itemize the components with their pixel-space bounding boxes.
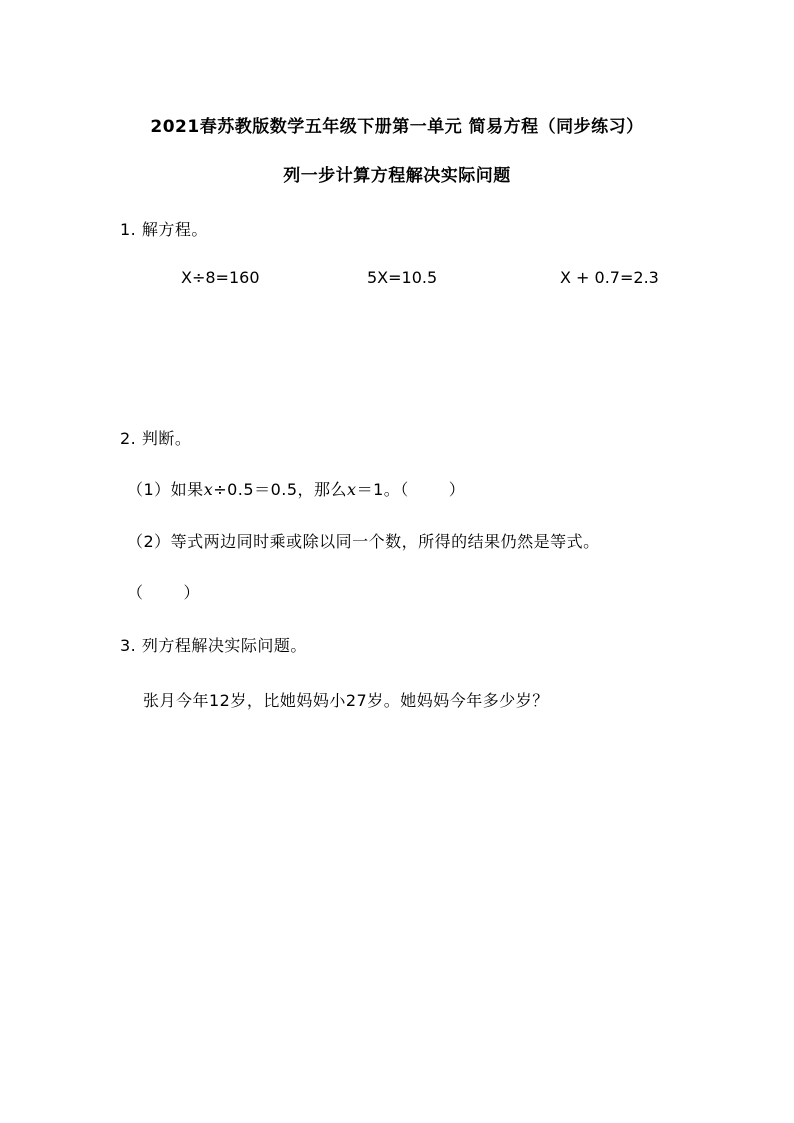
word-problem: 张月今年12岁，比她妈妈小27岁。她妈妈今年多少岁？ bbox=[143, 691, 549, 710]
judgment-item-1-middle: ÷0.5＝0.5，那么 bbox=[213, 480, 348, 499]
equation-1: X÷8=160 bbox=[181, 268, 260, 287]
judgment-item-1-close: ） bbox=[448, 480, 466, 499]
paren-close: ） bbox=[183, 583, 201, 602]
variable-x: x bbox=[347, 480, 357, 499]
judgment-item-2: （2）等式两边同时乘或除以同一个数，所得的结果仍然是等式。 bbox=[127, 532, 600, 551]
paren-open: （ bbox=[127, 583, 144, 602]
variable-x: x bbox=[203, 480, 214, 499]
judgment-item-1 bbox=[127, 477, 465, 500]
question-1-heading: 1. 解方程。 bbox=[120, 220, 208, 239]
question-2-heading: 2. 判断。 bbox=[120, 429, 192, 448]
equation-2: 5X=10.5 bbox=[367, 268, 438, 287]
question-3-heading: 3. 列方程解决实际问题。 bbox=[120, 636, 307, 655]
page-title: 2021春苏教版数学五年级下册第一单元 简易方程（同步练习） bbox=[150, 117, 644, 137]
judgment-item-1-prefix: （1）如果 bbox=[127, 480, 204, 499]
judgment-item-1-suffix: ＝1。（ bbox=[356, 480, 409, 499]
page-subtitle: 列一步计算方程解决实际问题 bbox=[283, 166, 511, 186]
equation-3: X + 0.7=2.3 bbox=[560, 268, 659, 287]
judgment-item-2-answer bbox=[127, 580, 200, 603]
